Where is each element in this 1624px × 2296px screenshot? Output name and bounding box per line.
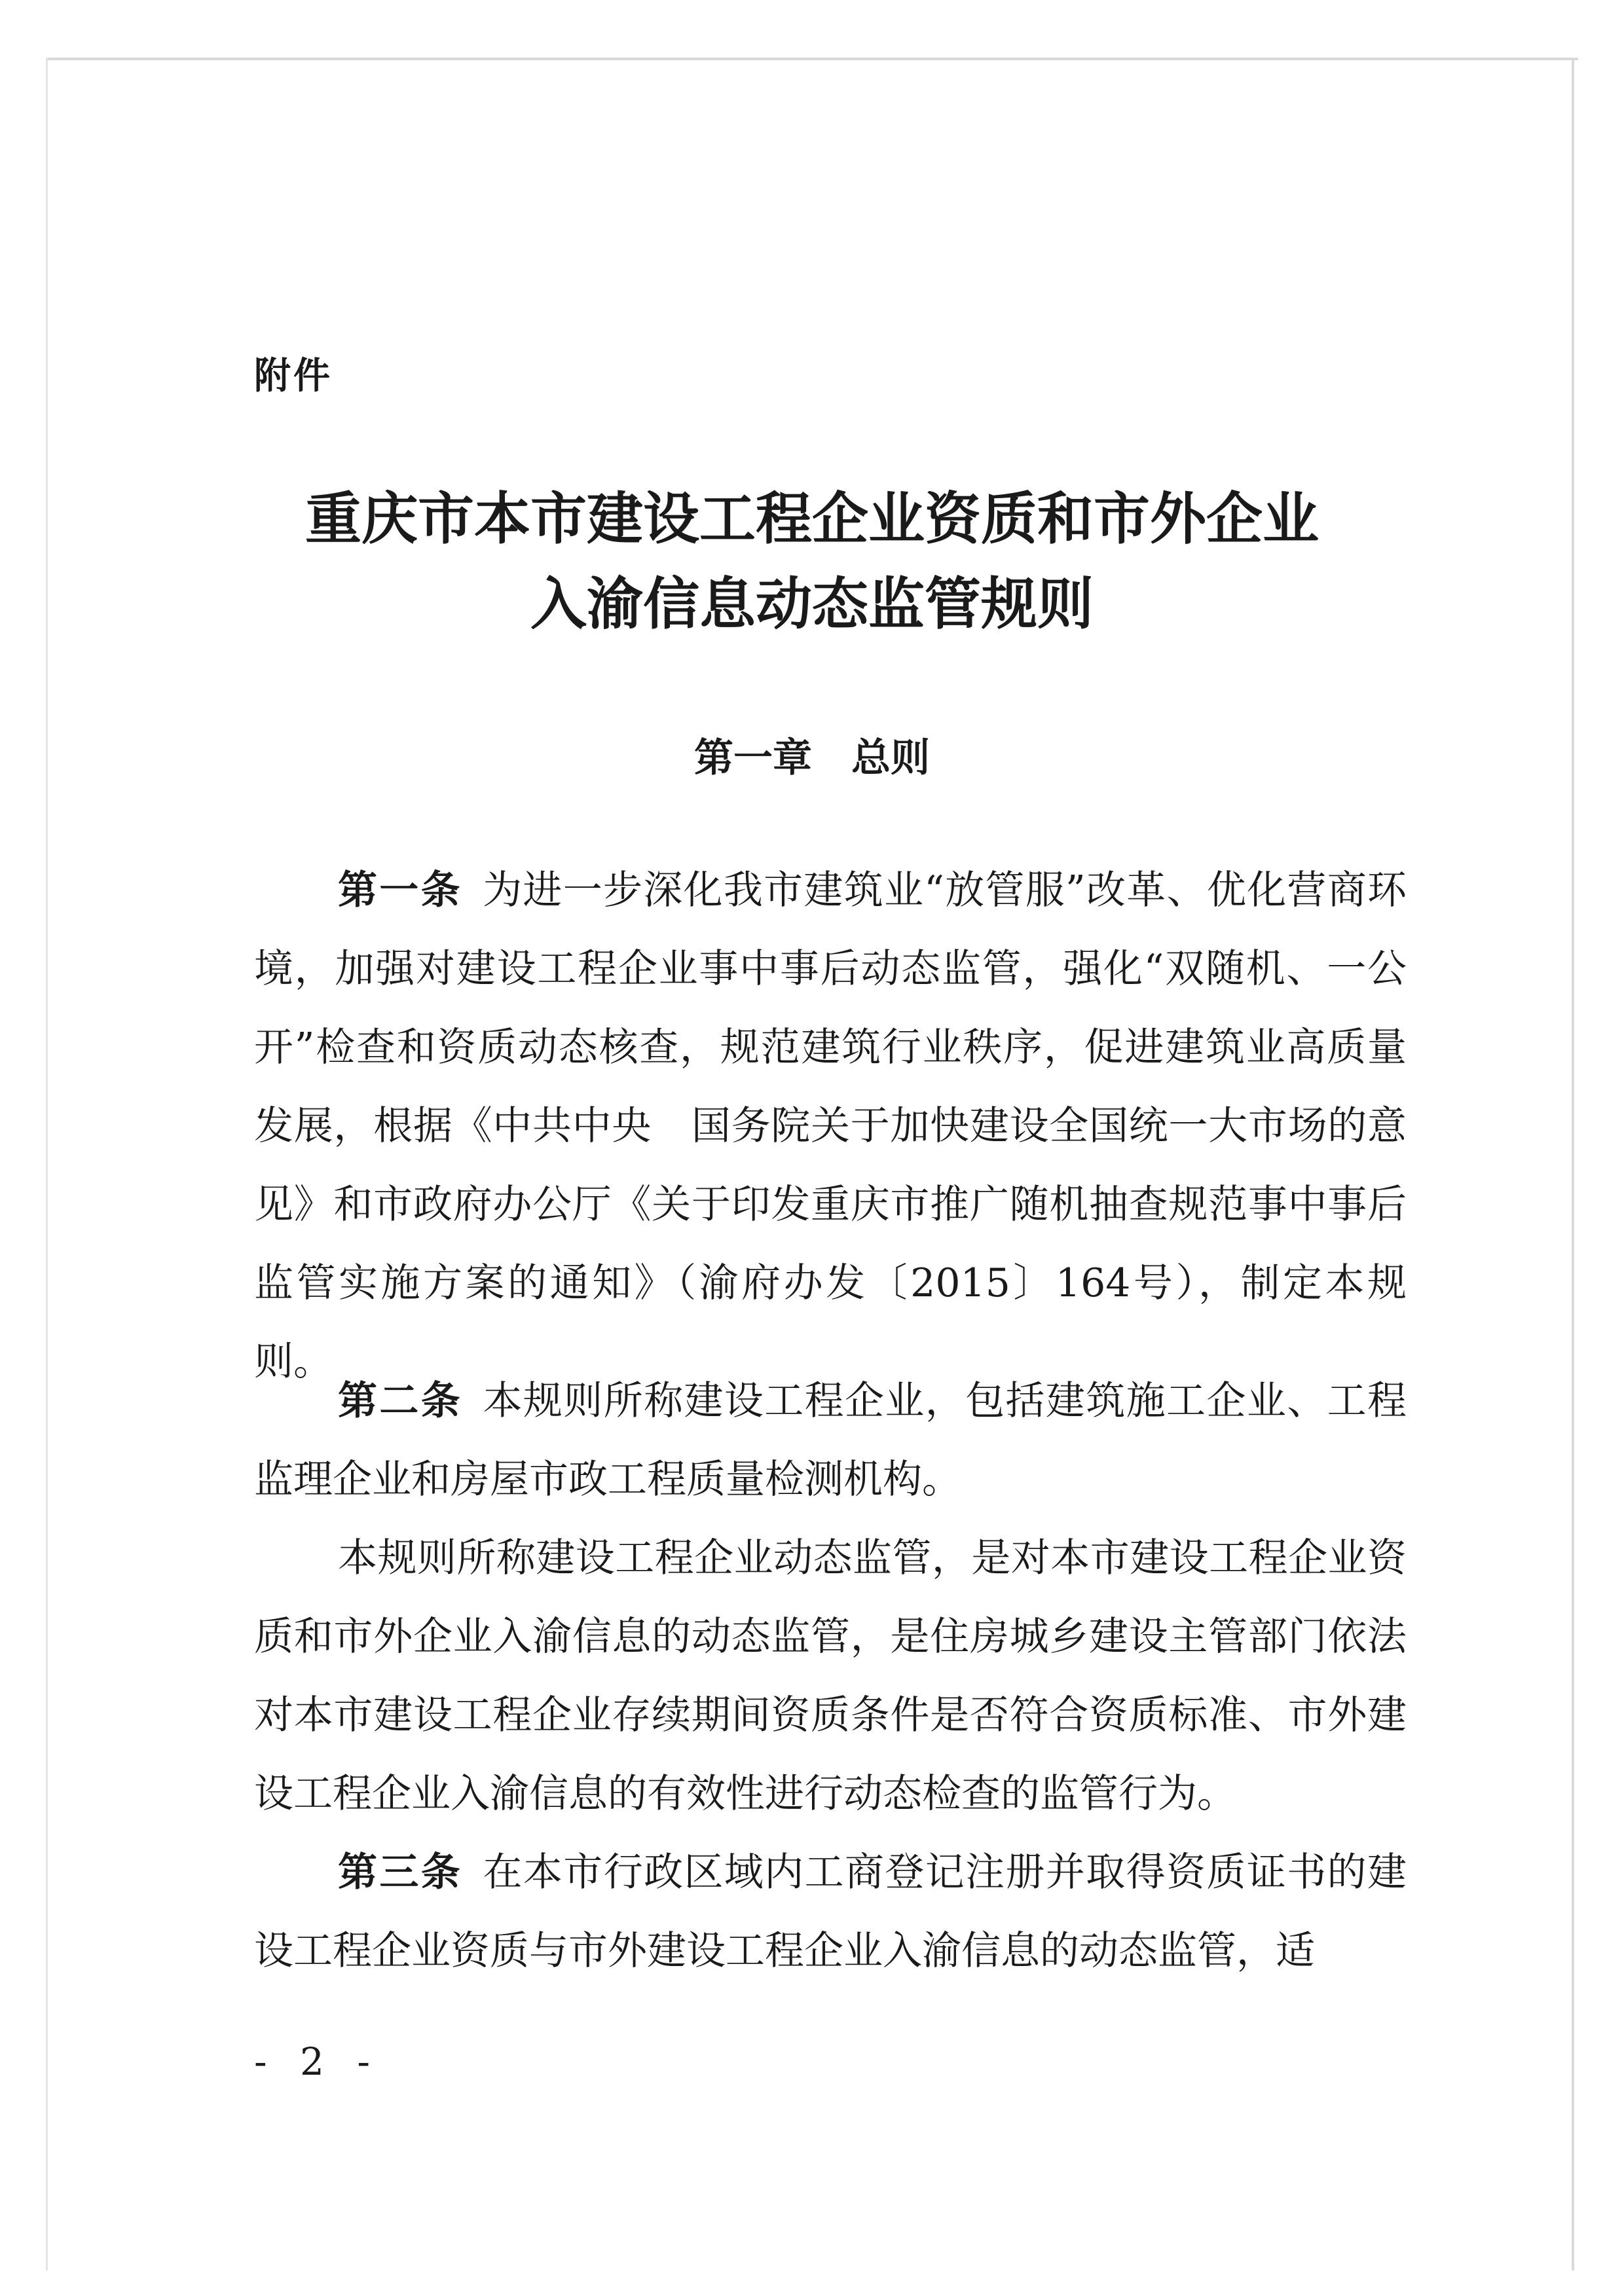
paragraph-article-1 xyxy=(254,851,1407,1401)
attachment-label: 附件 xyxy=(254,355,333,397)
chapter-heading: 第一章 总则 xyxy=(694,735,930,781)
paragraph-text: 本规则所称建设工程企业动态监管，是对本市建设工程企业资质和市外企业入渝信息的动态监管，是住房城乡建设主管部门依法对本市建设工程企业存续期间资质条件是否符合资质标准、市外建设工程企业入渝信息的有效性进行动态检查的监管行为。 xyxy=(254,1535,1407,1817)
paragraph-text: 本规则所称建设工程企业，包括建筑施工企业、工程监理企业和房屋市政工程质量检测机构。 xyxy=(254,1378,1407,1503)
paragraph-text: 为进一步深化我市建筑业“放管服”改革、优化营商环境，加强对建设工程企业事中事后动态监管，强化“双随机、一公开”检查和资质动态核查，规范建筑行业秩序，促进建筑业高质量发展，根据《中共中央 国务院关于加快建设全国统一大市场的意见》和市政府办公厅《关于印发重庆市推广随机抽查规范事中事后监管实施方案的通知》（渝府办发〔2015〕164号），制定本规则。 xyxy=(254,867,1407,1385)
article-number: 第三条 xyxy=(338,1850,463,1895)
paragraph-definition xyxy=(254,1519,1407,1833)
paragraph-article-3 xyxy=(254,1833,1407,1990)
scan-edge-left xyxy=(46,58,48,2270)
scan-edge-top xyxy=(46,58,1578,60)
scan-edge-right xyxy=(1572,58,1574,2270)
paragraph-article-2 xyxy=(254,1362,1407,1519)
document-title-line-2: 入渝信息动态监管规则 xyxy=(530,571,1094,637)
article-number: 第一条 xyxy=(338,867,462,913)
page-number: - 2 - xyxy=(254,2039,380,2084)
document-title-line-1: 重庆市本市建设工程企业资质和市外企业 xyxy=(305,486,1319,552)
paragraph-text: 在本市行政区域内工商登记注册并取得资质证书的建设工程企业资质与市外建设工程企业入渝信息的动态监管，适 xyxy=(254,1850,1407,1974)
article-number: 第二条 xyxy=(338,1378,463,1424)
